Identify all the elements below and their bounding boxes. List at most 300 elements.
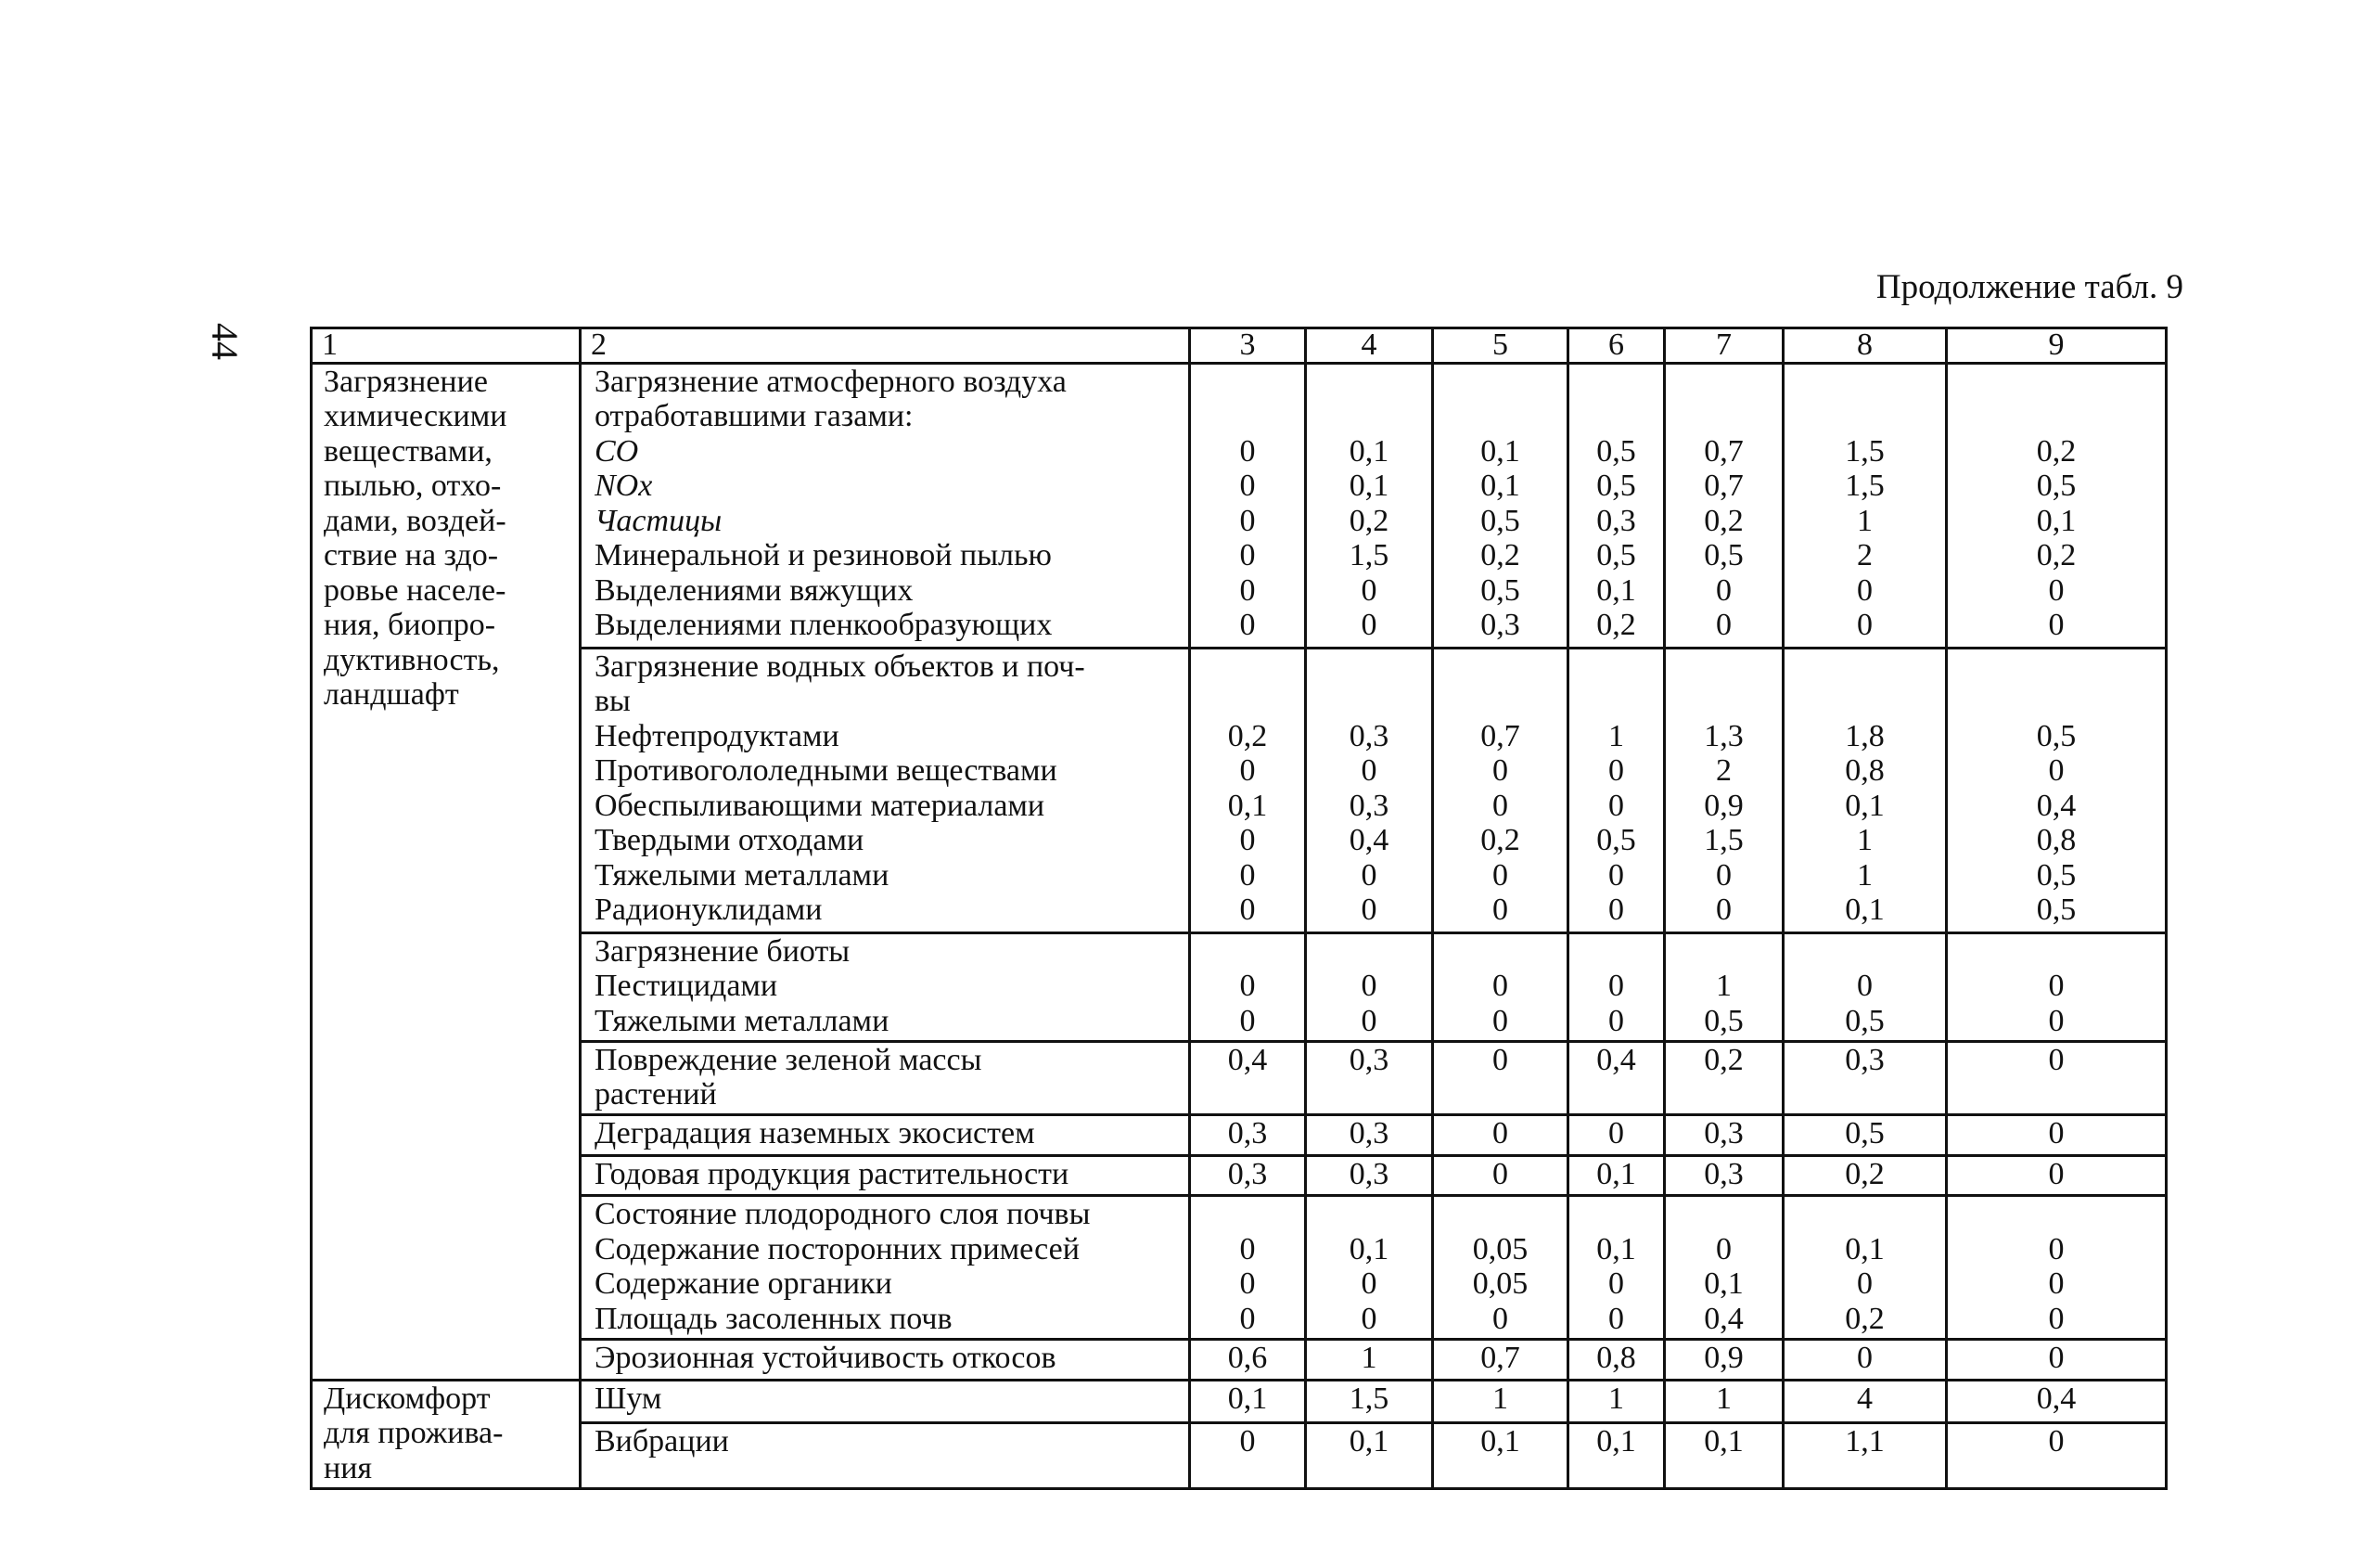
value: 0 — [2048, 1003, 2065, 1038]
indicator-cell — [581, 1380, 1190, 1422]
value: 0,4 — [1704, 1301, 1744, 1336]
value — [1569, 649, 1663, 685]
value: 0,5 — [1596, 433, 1636, 469]
table-row — [312, 1340, 2167, 1381]
value: 0 — [1716, 857, 1732, 893]
value: 0,5 — [1596, 823, 1636, 858]
indicator-line: Загрязнение атмосферного воздуха — [595, 364, 1067, 399]
value: 0 — [1239, 753, 1256, 789]
value: 0 — [1239, 1003, 1256, 1038]
value: 0 — [1361, 1301, 1377, 1336]
value-cell — [1784, 1422, 1947, 1488]
table-caption: Продолжение табл. 9 — [1875, 268, 2183, 306]
value: 4 — [1857, 1381, 1873, 1416]
value — [1434, 934, 1567, 970]
value: 0 — [1239, 857, 1256, 893]
value — [1785, 649, 1945, 685]
value: 0,9 — [1704, 1341, 1744, 1376]
value: 0,1 — [1480, 469, 1520, 503]
value: 0 — [1608, 753, 1624, 789]
value: 0,3 — [1349, 718, 1389, 753]
value: 0,5 — [2036, 469, 2077, 503]
value-cell — [1665, 932, 1784, 1041]
value-cell — [1433, 932, 1568, 1041]
value — [1191, 365, 1304, 400]
value: 0,3 — [1704, 1156, 1744, 1191]
value: 0,5 — [1596, 538, 1636, 572]
value-cell — [1190, 1422, 1306, 1488]
value-cell — [1665, 363, 1784, 648]
value — [1307, 399, 1431, 434]
category-line: ствие на здо- — [324, 538, 499, 572]
value — [1191, 399, 1304, 434]
value: 0,1 — [2036, 503, 2077, 538]
column-header: 4 — [1306, 328, 1433, 364]
value-cell — [1665, 1422, 1784, 1488]
indicator-cell — [581, 1340, 1190, 1381]
value — [1191, 649, 1304, 685]
value — [1191, 1077, 1304, 1112]
value: 1,5 — [1845, 433, 1885, 469]
indicator-cell — [581, 1155, 1190, 1196]
value: 0,2 — [2036, 538, 2077, 572]
indicator-line: Пестицидами — [595, 969, 778, 1004]
value: 0,1 — [1480, 433, 1520, 469]
category-line: веществами, — [324, 433, 493, 469]
indicator-line: Минеральной и резиновой пылью — [595, 538, 1052, 572]
value: 0 — [1361, 572, 1377, 608]
value: 0 — [1716, 1231, 1732, 1266]
value: 0,2 — [1845, 1301, 1885, 1336]
category-line: для прожива- — [324, 1416, 504, 1451]
value — [1307, 684, 1431, 719]
value-cell — [1568, 1114, 1665, 1155]
value: 0 — [1361, 857, 1377, 893]
value — [1948, 1077, 2165, 1112]
column-header: 2 — [581, 328, 1190, 364]
value-cell — [1306, 1041, 1433, 1114]
value: 0,1 — [1349, 1423, 1389, 1458]
value: 0,1 — [1596, 1231, 1636, 1266]
value — [1666, 1197, 1782, 1232]
header-row — [312, 328, 2167, 364]
value — [1666, 1077, 1782, 1112]
value-cell — [1947, 932, 2167, 1041]
value — [1785, 365, 1945, 400]
value: 0 — [1492, 1042, 1508, 1077]
value: 0 — [1857, 969, 1873, 1004]
value: 1 — [1857, 503, 1873, 538]
category-line: Дискомфорт — [324, 1381, 491, 1416]
value: 0,5 — [1480, 572, 1520, 608]
category-line: Загрязнение — [324, 364, 488, 399]
value: 1 — [1608, 1381, 1624, 1416]
value-cell — [1190, 1155, 1306, 1196]
column-header: 6 — [1568, 328, 1665, 364]
category-line: ландшафт — [324, 677, 459, 712]
column-header: 3 — [1190, 328, 1306, 364]
value — [1948, 1197, 2165, 1232]
value: 1,5 — [1349, 1381, 1389, 1416]
value-cell — [1947, 1422, 2167, 1488]
value: 0,2 — [1480, 823, 1520, 858]
value: 0,8 — [1845, 753, 1885, 789]
value-cell — [1190, 1114, 1306, 1155]
value: 0,5 — [2036, 718, 2077, 753]
value: 0 — [1361, 753, 1377, 789]
indicator-line: Выделениями пленкообразующих — [595, 608, 1053, 642]
value — [1948, 399, 2165, 434]
indicator-line: Шум — [595, 1381, 662, 1416]
value-cell — [1568, 648, 1665, 932]
indicator-line: Деградация наземных экосистем — [595, 1115, 1035, 1150]
value: 0 — [1492, 1301, 1508, 1336]
value — [1434, 399, 1567, 434]
value — [1948, 649, 2165, 685]
category-line: пылью, отхо- — [324, 469, 502, 503]
indicator-line: Состояние плодородного слоя почвы — [595, 1197, 1091, 1232]
value: 0,3 — [1480, 608, 1520, 642]
value: 0,7 — [1704, 433, 1744, 469]
value: 0 — [2048, 608, 2065, 642]
indicator-cell — [581, 1041, 1190, 1114]
indicator-cell — [581, 1114, 1190, 1155]
value: 0,1 — [1596, 1423, 1636, 1458]
value — [1307, 934, 1431, 970]
value: 0 — [1239, 503, 1256, 538]
value: 0 — [1857, 608, 1873, 642]
value: 0,4 — [1227, 1042, 1268, 1077]
value-cell — [1190, 1380, 1306, 1422]
value: 0 — [1608, 1266, 1624, 1302]
value — [1434, 1077, 1567, 1112]
value — [1666, 365, 1782, 400]
indicator-line: Вибрации — [595, 1423, 729, 1458]
value-cell — [1190, 1196, 1306, 1340]
value — [1307, 649, 1431, 685]
indicator-line: вы — [595, 684, 631, 719]
indicator-line: Выделениями вяжущих — [595, 572, 914, 608]
value — [1785, 1197, 1945, 1232]
value: 0,1 — [1480, 1423, 1520, 1458]
value: 0,5 — [2036, 857, 2077, 893]
value: 0,1 — [1349, 469, 1389, 503]
table-row — [312, 1422, 2167, 1488]
indicator-line: Повреждение зеленой массы — [595, 1042, 982, 1077]
value-cell — [1947, 363, 2167, 648]
category-line: ния, биопро- — [324, 608, 496, 642]
value-cell — [1433, 1196, 1568, 1340]
value: 0 — [2048, 1115, 2065, 1150]
value-cell — [1665, 1155, 1784, 1196]
table-row — [312, 1380, 2167, 1422]
value: 0,7 — [1704, 469, 1744, 503]
value — [1785, 934, 1945, 970]
value: 0 — [1492, 857, 1508, 893]
table-body — [312, 328, 2167, 1489]
value — [1569, 365, 1663, 400]
value — [1785, 1077, 1945, 1112]
value-cell — [1433, 1041, 1568, 1114]
value — [1785, 684, 1945, 719]
value-cell — [1947, 648, 2167, 932]
value — [1434, 1197, 1567, 1232]
value: 0,1 — [1704, 1423, 1744, 1458]
value: 0,2 — [1227, 718, 1268, 753]
indicator-cell — [581, 648, 1190, 932]
value: 1,3 — [1704, 718, 1744, 753]
value: 0,7 — [1480, 1341, 1520, 1376]
indicator-line: Загрязнение биоты — [595, 933, 851, 969]
value-cell — [1306, 1155, 1433, 1196]
value — [1191, 684, 1304, 719]
value-cell — [1568, 1041, 1665, 1114]
value — [1191, 1197, 1304, 1232]
value: 0 — [1492, 753, 1508, 789]
value-cell — [1306, 1380, 1433, 1422]
indicator-line: Радионуклидами — [595, 893, 823, 928]
value-cell — [1306, 363, 1433, 648]
value-cell — [1190, 363, 1306, 648]
value: 0 — [1239, 1266, 1256, 1302]
value: 0,5 — [1596, 469, 1636, 503]
indicator-line: Эрозионная устойчивость откосов — [595, 1341, 1056, 1376]
indicator-line: Тяжелыми металлами — [595, 1003, 889, 1038]
value: 0,1 — [1227, 1381, 1268, 1416]
value-cell — [1433, 1155, 1568, 1196]
value: 0,3 — [1227, 1115, 1268, 1150]
value-cell — [1433, 363, 1568, 648]
value: 0 — [1239, 1231, 1256, 1266]
value-cell — [1306, 1422, 1433, 1488]
value-cell — [1568, 1340, 1665, 1381]
value-cell — [1190, 932, 1306, 1041]
category-line: ния — [324, 1450, 373, 1485]
value: 0,3 — [1596, 503, 1636, 538]
value-cell — [1306, 932, 1433, 1041]
value-cell — [1306, 1114, 1433, 1155]
value — [1307, 365, 1431, 400]
value: 1 — [1857, 857, 1873, 893]
table-row — [312, 1196, 2167, 1340]
value — [1569, 934, 1663, 970]
value: 0 — [2048, 753, 2065, 789]
value: 0,3 — [1349, 1156, 1389, 1191]
value-cell — [1784, 1155, 1947, 1196]
value-cell — [1784, 1196, 1947, 1340]
value: 0 — [1361, 1266, 1377, 1302]
value: 1 — [1608, 718, 1624, 753]
indicator-line: отработавшими газами: — [595, 399, 914, 433]
value: 2 — [1716, 753, 1732, 789]
value-cell — [1947, 1340, 2167, 1381]
value — [1191, 934, 1304, 970]
indicator-cell — [581, 1196, 1190, 1340]
indicator-cell — [581, 363, 1190, 648]
category-line: дами, воздей- — [324, 503, 506, 538]
value: 1 — [1492, 1381, 1508, 1416]
value: 0,1 — [1227, 788, 1268, 823]
value: 1 — [1716, 969, 1732, 1004]
value-cell — [1665, 1041, 1784, 1114]
value: 0 — [1857, 1341, 1873, 1376]
indicator-line: Твердыми отходами — [595, 823, 864, 858]
value: 0 — [1857, 1266, 1873, 1302]
value: 0,2 — [1704, 503, 1744, 538]
value: 1,1 — [1845, 1423, 1885, 1458]
value: 0 — [2048, 1423, 2065, 1458]
value: 0,5 — [1845, 1003, 1885, 1038]
value: 0 — [2048, 969, 2065, 1004]
column-header: 5 — [1433, 328, 1568, 364]
value: 0 — [1608, 1301, 1624, 1336]
value-cell — [1568, 1422, 1665, 1488]
indicator-line: Противогололедными веществами — [595, 753, 1057, 789]
value: 0 — [1608, 1003, 1624, 1038]
value-cell — [1784, 648, 1947, 932]
value: 0 — [1492, 969, 1508, 1004]
indicator-line: Содержание органики — [595, 1266, 892, 1302]
value: 0 — [1857, 572, 1873, 608]
value: 0,4 — [2036, 1381, 2077, 1416]
column-header: 9 — [1947, 328, 2167, 364]
value: 0,9 — [1704, 788, 1744, 823]
value-cell — [1433, 1114, 1568, 1155]
indicator-line: Площадь засоленных почв — [595, 1301, 953, 1336]
value: 0,3 — [1349, 1042, 1389, 1077]
value-cell — [1568, 1155, 1665, 1196]
value: 0,3 — [1349, 788, 1389, 823]
value: 0,3 — [1704, 1115, 1744, 1150]
value: 0 — [1608, 857, 1624, 893]
value: 0 — [1361, 608, 1377, 642]
value — [1948, 934, 2165, 970]
indicator-line: Годовая продукция растительности — [595, 1156, 1069, 1191]
value: 0 — [1361, 969, 1377, 1004]
value: 0 — [2048, 1266, 2065, 1302]
value: 0 — [2048, 572, 2065, 608]
value — [1948, 365, 2165, 400]
category-line: ровье населе- — [324, 572, 506, 608]
value: 1,8 — [1845, 718, 1885, 753]
value: 0 — [1239, 608, 1256, 642]
value-cell — [1433, 1380, 1568, 1422]
value: 0 — [1492, 1156, 1508, 1191]
value: 0,4 — [1349, 823, 1389, 858]
value-cell — [1784, 1340, 1947, 1381]
value — [1434, 365, 1567, 400]
value: 0,7 — [1480, 718, 1520, 753]
value: 0,05 — [1472, 1231, 1529, 1266]
value: 0,05 — [1472, 1266, 1529, 1302]
value: 0,3 — [1845, 1042, 1885, 1077]
value — [1666, 649, 1782, 685]
indicator-line: Содержание посторонних примесей — [595, 1231, 1080, 1266]
value: 0,3 — [1349, 1115, 1389, 1150]
value: 0,1 — [1349, 433, 1389, 469]
value: 0 — [1239, 969, 1256, 1004]
value: 0,8 — [1596, 1341, 1636, 1376]
value: 1 — [1857, 823, 1873, 858]
indicator-line: Частицы — [595, 503, 723, 538]
value: 1 — [1716, 1381, 1732, 1416]
value: 0 — [1608, 1115, 1624, 1150]
table-row — [312, 648, 2167, 932]
indicator-line: CO — [595, 433, 639, 469]
value-cell — [1568, 932, 1665, 1041]
value: 0 — [1361, 1003, 1377, 1038]
value-cell — [1190, 1041, 1306, 1114]
value: 0,4 — [1596, 1042, 1636, 1077]
page-number: 44 — [204, 323, 246, 360]
value-cell — [1568, 1380, 1665, 1422]
value-cell — [1784, 1114, 1947, 1155]
category-cell — [312, 363, 581, 1380]
category-cell — [312, 1380, 581, 1488]
value: 0,1 — [1596, 1156, 1636, 1191]
value: 0 — [1239, 433, 1256, 469]
value: 0 — [1239, 1423, 1256, 1458]
value: 0,5 — [2036, 893, 2077, 928]
value: 0,5 — [1704, 1003, 1744, 1038]
value-cell — [1784, 932, 1947, 1041]
column-header: 7 — [1665, 328, 1784, 364]
value: 0,1 — [1704, 1266, 1744, 1302]
value — [1666, 684, 1782, 719]
table-row — [312, 1114, 2167, 1155]
indicator-cell — [581, 1422, 1190, 1488]
indicator-line: Тяжелыми металлами — [595, 857, 889, 893]
value: 0 — [2048, 1301, 2065, 1336]
value — [1307, 1077, 1431, 1112]
category-line: химическими — [324, 399, 507, 433]
value-cell — [1665, 648, 1784, 932]
value: 0 — [1239, 469, 1256, 503]
value-cell — [1665, 1380, 1784, 1422]
value-cell — [1784, 1380, 1947, 1422]
value: 1,5 — [1845, 469, 1885, 503]
value: 0 — [1361, 893, 1377, 928]
value: 0,2 — [1704, 1042, 1744, 1077]
value: 0,6 — [1227, 1341, 1268, 1376]
value-cell — [1947, 1114, 2167, 1155]
indicator-line: Нефтепродуктами — [595, 718, 839, 753]
value — [1434, 649, 1567, 685]
value-cell — [1190, 648, 1306, 932]
value-cell — [1665, 1340, 1784, 1381]
table-row — [312, 363, 2167, 648]
value-cell — [1190, 1340, 1306, 1381]
indicator-line: Обеспыливающими материалами — [595, 788, 1045, 823]
value: 1,5 — [1704, 823, 1744, 858]
value: 0,5 — [1704, 538, 1744, 572]
value: 0 — [1239, 538, 1256, 572]
value-cell — [1306, 648, 1433, 932]
value — [1569, 1077, 1663, 1112]
value — [1434, 684, 1567, 719]
value: 0 — [1239, 893, 1256, 928]
value-cell — [1568, 1196, 1665, 1340]
value: 0 — [1716, 608, 1732, 642]
value: 0 — [1239, 1301, 1256, 1336]
indicator-cell — [581, 932, 1190, 1041]
value: 0 — [2048, 1042, 2065, 1077]
value — [1569, 684, 1663, 719]
value: 0,2 — [1596, 608, 1636, 642]
column-header: 1 — [312, 328, 581, 364]
value: 0 — [1608, 788, 1624, 823]
value: 0,1 — [1596, 572, 1636, 608]
